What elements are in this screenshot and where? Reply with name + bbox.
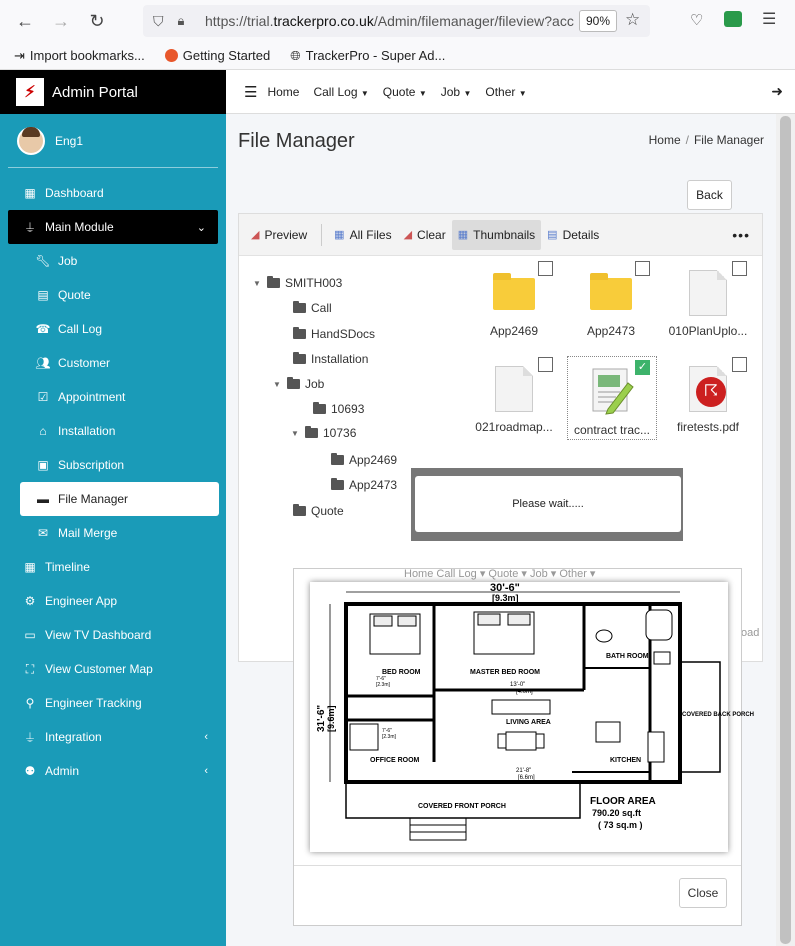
sidebar-item-view-customer-map[interactable]: ⛶ View Customer Map xyxy=(0,652,226,686)
plug-icon: ⏚ xyxy=(23,730,36,745)
caret-down-icon: ▼ xyxy=(518,88,527,98)
breadcrumb-home[interactable]: Home xyxy=(648,133,681,147)
file-checkbox[interactable] xyxy=(732,261,747,276)
plan-width-m: [9.3m] xyxy=(492,593,519,603)
tree-node-10693[interactable]: 10693 xyxy=(313,402,364,416)
folder-icon xyxy=(293,329,306,339)
tree-node-10736[interactable]: ▼ 10736 xyxy=(291,426,357,440)
bookmark-import[interactable]: ⇥ Import bookmarks... xyxy=(14,47,145,63)
zoom-indicator[interactable]: 90% xyxy=(579,10,617,32)
file-tile[interactable]: ✓ contract trac... xyxy=(567,356,657,440)
loading-overlay xyxy=(411,468,683,541)
shield-icon: ⛉ xyxy=(153,12,164,29)
hamburger-icon[interactable]: ☰ xyxy=(244,83,258,101)
file-checkbox[interactable] xyxy=(635,261,650,276)
sidebar-item-appointment[interactable]: ☑ Appointment xyxy=(0,380,226,414)
close-button[interactable]: Close xyxy=(679,878,727,908)
file-checkbox[interactable] xyxy=(538,357,553,372)
map-icon: ⛶ xyxy=(25,661,35,676)
plan-label-bedroom: BED ROOM xyxy=(382,669,421,676)
tree-node-handsdocs[interactable]: HandSDocs xyxy=(293,327,375,341)
caret-down-icon: ▼ xyxy=(360,88,369,98)
file-checkbox[interactable] xyxy=(538,261,553,276)
sidebar-item-integration[interactable]: ⏚ Integration ‹ xyxy=(23,730,208,745)
folder-icon xyxy=(267,278,280,288)
caret-down-icon: ▼ xyxy=(463,88,472,98)
sidebar xyxy=(0,70,226,946)
breadcrumb: Home / File Manager xyxy=(648,133,764,147)
robot-icon: ⚉ xyxy=(24,764,36,778)
plan-dim: [2.3m] xyxy=(382,734,396,740)
thumbnails-icon: ▦ xyxy=(457,229,469,241)
sidebar-nav xyxy=(0,168,226,788)
more-options-icon[interactable]: ••• xyxy=(732,226,750,243)
file-icon: ▣ xyxy=(37,458,49,472)
tree-node-job[interactable]: ▼ Job xyxy=(273,377,325,391)
user-name: Eng1 xyxy=(55,133,84,148)
sidebar-item-subscription[interactable]: ▣ Subscription xyxy=(0,448,226,482)
sidebar-item-admin[interactable]: ⚉ Admin ‹ xyxy=(0,754,226,788)
forward-arrow-icon[interactable]: → xyxy=(52,10,70,31)
tree-node-call[interactable]: Call xyxy=(293,301,332,315)
clear-button[interactable]: ◢ Clear xyxy=(403,227,446,242)
plug-icon: ⏚ xyxy=(23,220,36,235)
plan-depth-m: [9.6m] xyxy=(326,705,336,732)
globe-icon: 🌐︎ xyxy=(290,47,301,63)
wrench-icon: 🔧︎ xyxy=(35,254,51,268)
users-icon: 👥︎ xyxy=(35,356,51,370)
folder-icon xyxy=(305,428,318,438)
extension-icon[interactable] xyxy=(724,11,742,27)
background-text: oad xyxy=(741,627,760,639)
user-gear-icon: ⚙︎ xyxy=(24,594,36,608)
chevron-left-icon: ‹ xyxy=(204,731,208,743)
plan-label-office: OFFICE ROOM xyxy=(370,757,420,764)
url-text[interactable]: https://trial.trackerpro.co.uk/Admin/filemanager/fileview?acc xyxy=(205,13,574,29)
topnav-call-log[interactable]: Call Log ▼ xyxy=(313,84,369,99)
details-button[interactable]: ▤ Details xyxy=(547,227,600,242)
file-tile[interactable]: App2469 xyxy=(469,258,559,342)
folder-icon xyxy=(313,404,326,414)
lock-icon: 🔒︎ xyxy=(177,13,185,28)
sidebar-item-engineer-app[interactable]: ⚙︎ Engineer App xyxy=(0,584,226,618)
calculator-icon: ▤ xyxy=(37,288,49,302)
calendar-check-icon: ☑ xyxy=(37,390,49,404)
expand-arrow-icon[interactable]: ▼ xyxy=(273,379,281,389)
user-phone-icon: ☎︎ xyxy=(35,322,51,336)
folder-icon xyxy=(331,480,344,490)
folder-icon xyxy=(493,278,535,310)
logo-icon: ⚡︎ xyxy=(16,78,44,106)
grid-icon: ▦ xyxy=(24,186,36,200)
back-button[interactable]: Back xyxy=(687,180,732,210)
plan-dim: 7'-6" xyxy=(376,676,386,682)
topnav-home[interactable]: Home xyxy=(267,84,300,99)
star-icon[interactable]: ☆ xyxy=(625,10,641,29)
page-scrollbar[interactable] xyxy=(776,114,795,946)
brand[interactable] xyxy=(0,70,226,114)
plan-dim: [4.0m] xyxy=(516,689,533,695)
mail-merge-icon: ✉︎ xyxy=(37,526,49,540)
ghost-nav-text: Home Call Log ▾ Quote ▾ Job ▾ Other ▾ xyxy=(404,568,596,580)
plan-floor-area-title: FLOOR AREA xyxy=(590,796,656,807)
all-files-button[interactable]: ▦ All Files xyxy=(334,227,392,242)
plan-label-back-porch: COVERED BACK PORCH xyxy=(682,712,755,718)
grid-icon: ▦ xyxy=(334,229,345,241)
folder-icon xyxy=(287,379,300,389)
document-edit-icon xyxy=(590,367,634,415)
pocket-icon[interactable]: ♡ xyxy=(690,12,704,29)
file-checkbox[interactable] xyxy=(732,357,747,372)
tree-node-app2473[interactable]: App2473 xyxy=(331,478,397,492)
file-tile[interactable]: App2473 xyxy=(566,258,656,342)
expand-arrow-icon[interactable]: ▼ xyxy=(291,428,299,438)
avatar xyxy=(17,127,45,155)
folder-icon xyxy=(590,278,632,310)
folder-icon xyxy=(293,506,306,516)
sidebar-item-main-module[interactable]: ⏚ Main Module ⌄ xyxy=(8,210,218,244)
folder-icon xyxy=(293,354,306,364)
tv-icon: ▭ xyxy=(24,628,36,642)
tree-node-app2469[interactable]: App2469 xyxy=(331,453,397,467)
plan-width-ft: 30'-6" xyxy=(490,582,520,594)
scrollbar-thumb[interactable] xyxy=(780,116,791,944)
menu-icon[interactable]: ☰ xyxy=(762,11,777,28)
sidebar-item-quote[interactable]: ▤ Quote xyxy=(0,278,226,312)
thumbnails-button[interactable]: ▦ Thumbnails xyxy=(452,220,541,250)
plan-dim: 21'-8" xyxy=(516,768,532,774)
plan-dim: 13'-0" xyxy=(510,682,526,688)
file-manager-toolbar xyxy=(239,214,762,256)
logout-icon[interactable]: ➜ xyxy=(771,83,783,99)
modal-divider xyxy=(294,865,741,866)
sidebar-item-timeline[interactable]: ▦ Timeline xyxy=(0,550,226,584)
file-icon xyxy=(689,270,727,316)
back-arrow-icon[interactable]: ← xyxy=(16,10,34,31)
url-bar[interactable] xyxy=(143,5,650,37)
page-title: File Manager xyxy=(238,130,355,152)
plan-label-living: LIVING AREA xyxy=(506,719,551,726)
brand-title: Admin Portal xyxy=(52,83,138,101)
home-icon: ⌂ xyxy=(39,424,47,438)
caret-down-icon: ▼ xyxy=(418,88,427,98)
file-checkbox-checked[interactable]: ✓ xyxy=(635,360,650,375)
firefox-icon xyxy=(165,49,178,62)
folder-icon xyxy=(331,455,344,465)
eraser-icon: ◢ xyxy=(251,229,260,241)
plan-dim: 7'-6" xyxy=(382,728,392,734)
expand-arrow-icon[interactable]: ▼ xyxy=(253,278,261,288)
import-icon: ⇥ xyxy=(14,47,25,63)
pdf-icon: ☈ xyxy=(689,366,727,412)
eraser-icon: ◢ xyxy=(403,229,413,241)
reload-icon[interactable]: ↻ xyxy=(89,10,105,31)
plan-label-front-porch: COVERED FRONT PORCH xyxy=(418,803,506,810)
plan-dim: [6.6m] xyxy=(518,775,535,781)
bookmark-trackerpro[interactable]: 🌐︎ TrackerPro - Super Ad... xyxy=(290,47,446,63)
file-tile[interactable]: 010PlanUplo... xyxy=(663,258,753,342)
plan-label-bath: BATH ROOM xyxy=(606,653,649,660)
table-icon: ▤ xyxy=(547,229,558,241)
plan-floor-area-sqft: 790.20 sq.ft xyxy=(592,808,642,818)
plan-label-master: MASTER BED ROOM xyxy=(470,669,540,676)
plan-label-kitchen: KITCHEN xyxy=(610,757,642,764)
sidebar-item-file-manager[interactable]: ▬ File Manager xyxy=(20,482,219,516)
breadcrumb-current: File Manager xyxy=(693,133,764,147)
browser-toolbar xyxy=(0,0,795,42)
file-icon xyxy=(495,366,533,412)
sidebar-item-customer[interactable]: 👥︎ Customer xyxy=(35,356,111,370)
sidebar-item-mail-merge[interactable]: ✉︎ Mail Merge xyxy=(0,516,226,550)
file-tile[interactable]: 021roadmap... xyxy=(469,354,559,438)
chevron-down-icon: ⌄ xyxy=(196,221,206,234)
sidebar-item-dashboard[interactable]: ▦ Dashboard xyxy=(0,176,226,210)
folder-icon: ▬ xyxy=(37,492,49,506)
sidebar-item-job[interactable]: 🔧︎ Job xyxy=(35,254,78,268)
topnav-job[interactable]: Job ▼ xyxy=(440,84,472,99)
sidebar-item-engineer-tracking[interactable]: ⚲ Engineer Tracking xyxy=(0,686,226,720)
tree-node-installation[interactable]: Installation xyxy=(293,352,368,366)
file-tile[interactable]: ☈ firetests.pdf xyxy=(663,354,753,438)
top-nav xyxy=(226,70,795,114)
preview-button[interactable]: ◢ Preview xyxy=(251,227,308,242)
sidebar-item-call-log[interactable]: ☎︎ Call Log xyxy=(35,322,103,336)
topnav-other[interactable]: Other ▼ xyxy=(485,84,527,99)
plan-depth-ft: 31'-6" xyxy=(316,704,327,732)
sidebar-item-view-tv-dashboard[interactable]: ▭ View TV Dashboard xyxy=(0,618,226,652)
chevron-left-icon: ‹ xyxy=(204,765,208,777)
folder-icon xyxy=(293,303,306,313)
plan-dim: [2.3m] xyxy=(376,682,390,688)
sidebar-item-installation[interactable]: ⌂ Installation xyxy=(0,414,226,448)
user-panel[interactable] xyxy=(8,114,218,168)
tree-node-quote[interactable]: Quote xyxy=(293,504,344,518)
calendar-icon: ▦ xyxy=(24,560,36,574)
loading-message: Please wait..... xyxy=(415,476,681,532)
plan-floor-area-sqm: ( 73 sq.m ) xyxy=(598,820,643,830)
topnav-quote[interactable]: Quote ▼ xyxy=(382,84,427,99)
bookmark-getting-started[interactable]: Getting Started xyxy=(165,48,270,63)
map-pin-icon: ⚲ xyxy=(25,696,35,710)
tree-node-smith003[interactable]: ▼ SMITH003 xyxy=(253,276,343,290)
bookmarks-bar xyxy=(0,42,795,70)
